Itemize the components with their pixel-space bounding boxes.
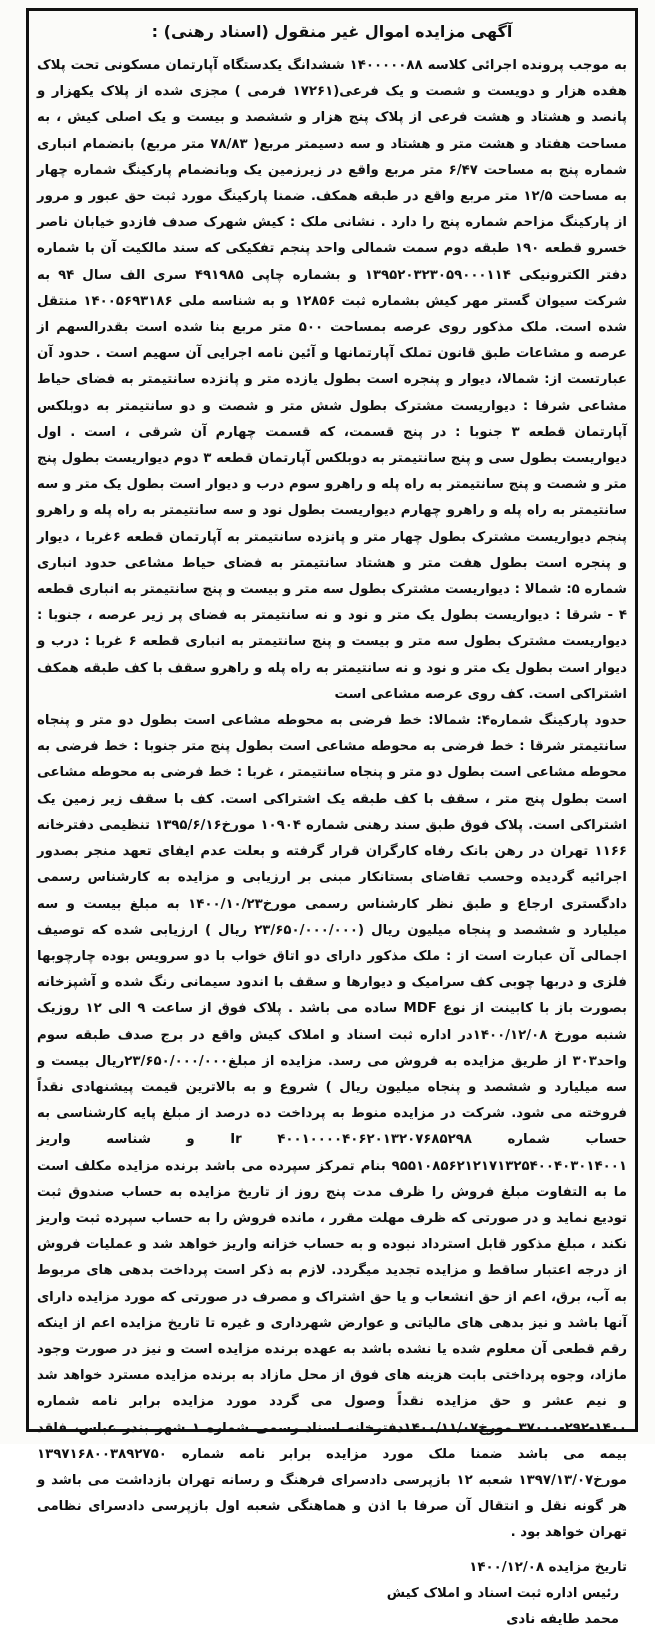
notice-frame	[26, 8, 638, 1627]
signatory-title: رئیس اداره ثبت اسناد و املاک کیش	[386, 1585, 619, 1601]
notice-paragraph-terms: حدود پارکینگ شماره۴: شمالا: خط فرضی به محوطه مشاعی است بطول دو متر و پنجاه سانتیمتر شرقا : خط فرضی به محوطه مشاعی است بطول پنج متر جنوبا : خط فرضی به محوطه مشاعی است بطول دو متر و پنجاه سانتیمتر ، غربا : خط فرضی به محوطه مشاعی است بطول پنج متر ، سقف با کف طبقه یک اشتراکی است. کف با سقف زیر زمین یک اشتراکی است. پلاک فوق طبق سند رهنی شماره ۱۰۹۰۴ مورخ۱۳۹۵/۶/۱۶ تنظیمی دفترخانه ۱۱۶۶ تهران در رهن بانک رفاه کارگران قرار گرفته و بعلت عدم ایفای تعهد منجر بصدور اجرائیه گردیده وحسب تقاضای بستانکار مبنی بر ارزیابی و مزایده به کارشناس رسمی دادگستری ارجاع و طبق نظر کارشناس رسمی مورخ۱۴۰۰/۱۰/۲۳ به مبلغ بیست و سه میلیارد و ششصد و پنجاه میلیون ریال (۲۳/۶۵۰/۰۰۰/۰۰۰ ریال ) ارزیابی شده که توصیف اجمالی آن عبارت است از : ملک مذکور دارای دو اتاق خواب با دو سرویس بوده چارچوبها فلزی و دربها چوبی کف سرامیک و دیوارها و سقف با اندود سیمانی رنگ شده و آشپزخانه بصورت باز با کابینت از نوع MDF ساده می باشد . پلاک فوق از ساعت ۹ الی ۱۲ روزیک شنبه مورخ ۱۴۰۰/۱۲/۰۸در اداره ثبت اسناد و املاک کیش واقع در برج صدف طبقه سوم واحد۳۰۳ از طریق مزایده به فروش می رسد. مزایده از مبلغ۲۳/۶۵۰/۰۰۰/۰۰۰ریال بیست و سه میلیارد و ششصد و پنجاه میلیون ریال ) شروع و به بالاترین قیمت پیشنهادی نقداً فروخته می شود. شرکت در مزایده منوط به پرداخت ده درصد از مبلغ پایه کارشناسی به حساب شماره Ir ۴۰۰۱۰۰۰۰۴۰۶۲۰۱۳۲۰۷۶۸۵۲۹۸ و شناسه واریز ۹۵۵۱۰۸۵۶۲۱۲۱۷۱۳۲۵۴۰۰۴۰۳۰۱۴۰۰۱ بنام تمرکز سپرده می باشد برنده مزایده مکلف است ما به التفاوت مبلغ فروش را ظرف مدت پنج روز از تاریخ مزایده به حساب صندوق ثبت تودیع نماید و در صورتی که ظرف مهلت مقرر ، مانده فروش را به حساب سپرده ثبت واریز نکند ، مبلغ مذکور قابل استرداد نبوده و به حساب خزانه واریز خواهد شد و عملیات فروش از درجه اعتبار ساقط و مزایده تجدید میگردد. لازم به ذکر است پرداخت بدهی های مربوط به آب، برق، اعم از حق انشعاب و یا حق اشتراک و مصرف در صورتی که مورد مزایده دارای آنها باشد و نیز بدهی های مالیاتی و عوارض شهرداری و غیره تا تاریخ مزایده اعم از اینکه رقم قطعی آن معلوم شده یا نشده باشد به عهده برنده مزایده است و نیز در صورت وجود مازاد، وجوه پرداختی بابت هزینه های فوق از محل مازاد به برنده مزایده مسترد خواهد شد و نیم عشر و حق مزایده نقداً وصول می گردد مورد مزایده برابر نامه شماره ۱۴۰۰-۲۹۲-۳۷۰۰۰ مورخ۱۴۰۰/۱۱/۰۷دفترخانه اسناد رسمی شماره ۱ شهر بندر عباس، فاقد بیمه می باشد ضمنا ملک مورد مزایده برابر نامه شماره ۱۳۹۷۱۶۸۰۰۳۸۹۲۷۵۰ مورخ۱۳۹۷/۱۳/۰۷ شعبه ۱۲ بازپرسی دادسرای فرهنگ و رسانه تهران بازداشت می باشد و هر گونه نقل و انتقال آن صرفا با اذن و هماهنگی شعبه اول بازپرسی دادسرای نظامی تهران خواهد بود .	[37, 713, 628, 1541]
signatory-name: محمد طایفه نادی	[506, 1611, 619, 1627]
notice-paragraph-property: به موجب پرونده اجرائی کلاسه ۱۴۰۰۰۰۰۸۸ ششدانگ یکدستگاه آپارتمان مسکونی تحت پلاک هفده هزار و دویست و شصت و یک فرعی(۱۷۲۶۱ فرمی ) مجزی شده از پلاک یکهزار و پانصد و هشتاد و هشت فرعی از پلاک پنج هزار و ششصد و بیست و یک اصلی کیش ، به مساحت هفتاد و هشت متر و هشتاد و سه دسیمتر مربع( ۷۸/۸۳ متر مربع) بانضمام انباری شماره پنج به مساحت ۶/۴۷ متر مربع واقع در زیرزمین یک وبانضمام پارکینگ شماره چهار به مساحت ۱۲/۵ متر مربع واقع در طبقه همکف. ضمنا پارکینگ مورد ثبت حق عبور و مرور از پارکینگ مزاحم شماره پنج را دارد . نشانی ملک : کیش شهرک صدف فازدو خیابان ناصر خسرو قطعه ۱۹۰ طبقه دوم سمت شمالی واحد پنجم تفکیکی که سند مالکیت آن با شماره دفتر الکترونیکی ۱۳۹۵۲۰۳۲۳۰۵۹۰۰۰۱۱۴ و بشماره چاپی ۴۹۱۹۸۵ سری الف سال ۹۴ به شرکت سیوان گستر مهر کیش بشماره ثبت ۱۲۸۵۶ و به شناسه ملی ۱۴۰۰۵۶۹۳۱۸۶ منتقل شده است. ملک مذکور روی عرصه بمساحت ۵۰۰ متر مربع بنا شده است بقدرالسهم از عرصه و مشاعات طبق قانون تملک آپارتمانها و آئین نامه اجرایی آن سهیم است . حدود آن عبارتست از: شمالا، دیوار و پنجره است بطول یازده متر و پانزده سانتیمتر به فضای حیاط مشاعی شرفا : دیواریست مشترک بطول شش متر و شصت و دو سانتیمتر به دوبلکس آپارتمان قطعه ۳ جنوبا : در پنج قسمت، که قسمت چهارم آن شرقی ، است . اول دیواریست بطول سی و پنج سانتیمتر به دوبلکس آپارتمان قطعه ۳ دوم دیواریست بطول پنج متر و شصت و پنج سانتیمتر به راه پله و راهرو سوم درب و دیوار است بطول یک متر و سه سانتیمتر به راه پله و راهرو چهارم دیواریست بطول نود و سه سانتیمتر به راه پله و راهرو پنجم دیواریست مشترک بطول چهار متر و پانزده سانتیمتر به آپارتمان قطعه ۶غربا ، دیوار و پنجره است بطول هفت متر و هشتاد سانتیمتر به فضای حیاط مشاعی حدود انباری شماره ۵: شمالا : دیواریست مشترک بطول سه متر و بیست و پنج سانتیمتر به انباری قطعه ۴ - شرقا : دیواریست بطول یک متر و نود و نه سانتیمتر به فضای پر زیر عرصه ، جنوبا : دیواریست مشترک بطول سه متر و بیست و پنج سانتیمتر به انباری قطعه ۶ غربا : درب و دیوار است بطول یک متر و نود و نه سانتیمتر به راه پله و راهرو سقف با کف طبقه همکف اشتراکی است. کف روی عرصه مشاعی است	[37, 58, 628, 702]
auction-date: تاریخ مزایده ۱۴۰۰/۱۲/۰۸	[469, 1559, 627, 1575]
notice-title: آگهی مزایده اموال غیر منقول (اسناد رهنی) :	[151, 22, 513, 41]
notice-footer	[37, 1555, 627, 1633]
notice-body	[37, 53, 627, 1547]
